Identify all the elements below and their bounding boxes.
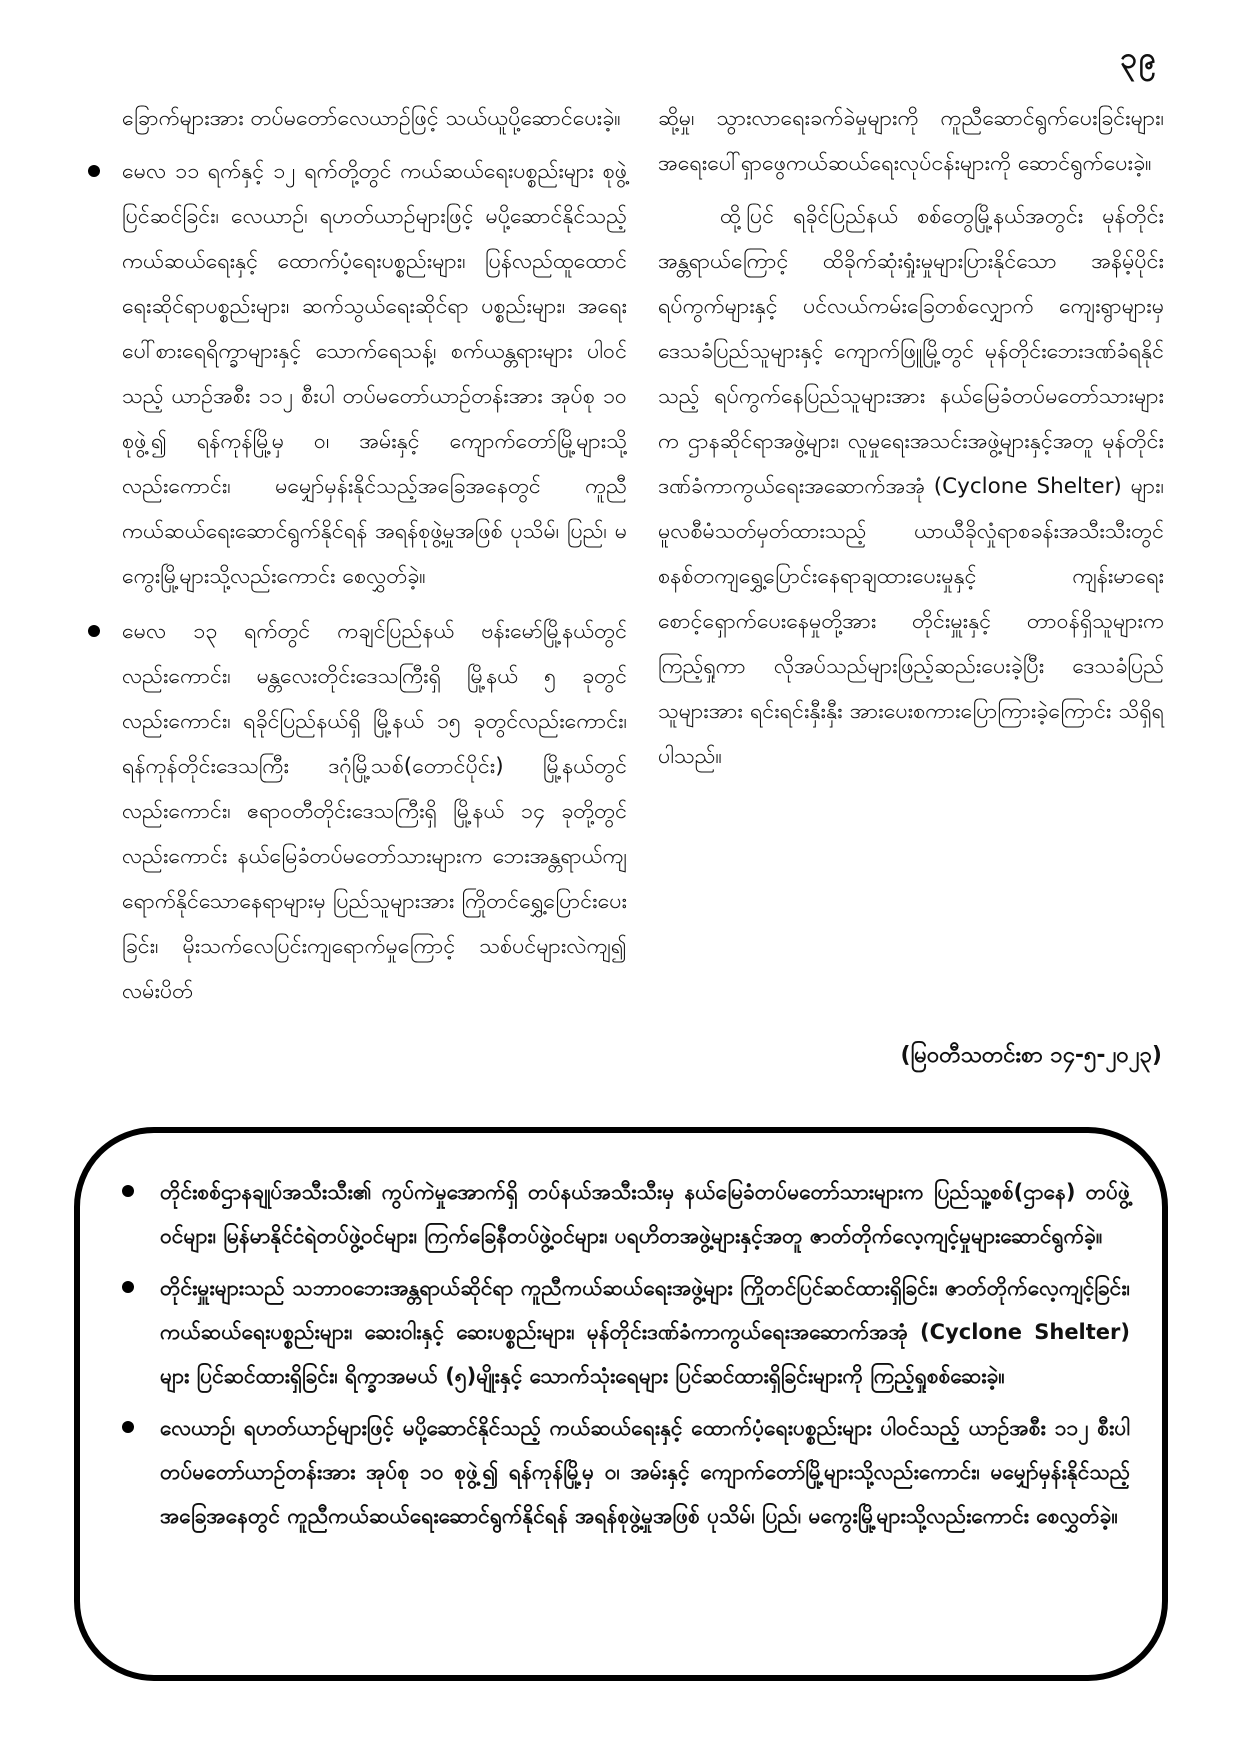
list-item-text: မေလ ၁၁ ရက်နှင့် ၁၂ ရက်တို့တွင် ကယ်ဆယ်ရေးပစ္စည်းများ စုဖွဲ့ပြင်ဆင်ခြင်း၊ လေယာဉ်၊ ရဟတ်ယာဉ်များဖြင့် မပို့ဆောင်နိုင်သည့် ကယ်ဆယ်ရေးနှင့် ထောက်ပံ့ရေးပစ္စည်းများ၊ ပြန်လည်ထူထောင်ရေးဆိုင်ရာပစ္စည်းများ၊ ဆက်သွယ်ရေးဆိုင်ရာ ပစ္စည်းများ၊ အရေးပေါ်စားရေရိက္ခာများနှင့် သောက်ရေသန့်၊ စက်ယန္တရားများ ပါဝင်သည့် ယာဉ်အစီး ၁၁၂ စီးပါ တပ်မတော်ယာဉ်တန်းအား အုပ်စု ၁၀ စုဖွဲ့၍ ရန်ကုန်မြို့မှ ဝ၊ အမ်းနှင့် ကျောက်တော်မြို့များသို့လည်းကောင်း၊ မမျှော်မှန်းနိုင်သည့်အခြေအနေတွင် ကူညီကယ်ဆယ်ရေးဆောင်ရွက်နိုင်ရန် အရန်စုဖွဲ့မှုအဖြစ် ပုသိမ်၊ ပြည်၊ မကွေးမြို့များသို့လည်းကောင်း စေလွှတ်ခဲ့။ — [122, 159, 627, 589]
list-item — [160, 1170, 1130, 1258]
right-continuation-paragraph: ဆို့မှု၊ သွားလာရေးခက်ခဲမှုများကို ကူညီဆောင်ရွက်ပေးခြင်းများ၊ အရေးပေါ်ရှာဖွေကယ်ဆယ်ရေးလုပ်ငန်းများကို ဆောင်ရွက်ပေးခဲ့။ — [658, 106, 1164, 176]
list-item — [122, 149, 627, 599]
list-item — [122, 609, 627, 1014]
left-intro-paragraph: ခြောက်များအား တပ်မတော်လေယာဉ်ဖြင့် သယ်ယူပို့ဆောင်ပေးခဲ့။ — [122, 106, 621, 131]
list-item-text: တိုင်းစစ်ဌာနချုပ်အသီးသီး၏ ကွပ်ကဲမှုအောက်ရှိ တပ်နယ်အသီးသီးမှ နယ်မြေခံတပ်မတော်သားများက ပြည်သူ့စစ်(ဌာနေ) တပ်ဖွဲ့ဝင်များ၊ မြန်မာနိုင်ငံရဲတပ်ဖွဲ့ဝင်များ၊ ကြက်ခြေနီတပ်ဖွဲ့ဝင်များ၊ ပရဟိတအဖွဲ့များနှင့်အတူ ဇာတ်တိုက်လေ့ကျင့်မှုများဆောင်ရွက်ခဲ့။ — [160, 1180, 1130, 1248]
list-item-text: တိုင်းမှူးများသည် သဘာဝဘေးအန္တရာယ်ဆိုင်ရာ ကူညီကယ်ဆယ်ရေးအဖွဲ့များ ကြိုတင်ပြင်ဆင်ထားရှိခြင်း၊ ဇာတ်တိုက်လေ့ကျင့်ခြင်း၊ ကယ်ဆယ်ရေးပစ္စည်းများ၊ ဆေးဝါးနှင့် ဆေးပစ္စည်းများ၊ မုန်တိုင်းဒဏ်ခံကာကွယ်ရေးအဆောက်အအုံ (Cyclone Shelter) များ ပြင်ဆင်ထားရှိခြင်း၊ ရိက္ခာအမယ် (၅)မျိုးနှင့် သောက်သုံးရေများ ပြင်ဆင်ထားရှိခြင်းများကို ကြည့်ရှုစစ်ဆေးခဲ့။ — [160, 1276, 1130, 1388]
summary-box — [74, 1127, 1168, 1681]
bullet-icon — [122, 1421, 134, 1433]
list-item — [160, 1406, 1130, 1538]
left-bullet-list — [122, 149, 627, 1014]
list-item — [160, 1266, 1130, 1398]
bullet-icon — [122, 1281, 134, 1293]
right-main-paragraph: ထို့ပြင် ရခိုင်ပြည်နယ် စစ်တွေမြို့နယ်အတွင်း မုန်တိုင်းအန္တရာယ်ကြောင့် ထိခိုက်ဆုံးရှုံးမှုများပြားနိုင်သော အနိမ့်ပိုင်းရပ်ကွက်များနှင့် ပင်လယ်ကမ်းခြေတစ်လျှောက် ကျေးရွာများမှ ဒေသခံပြည်သူများနှင့် ကျောက်ဖြူမြို့တွင် မုန်တိုင်းဘေးဒဏ်ခံရနိုင်သည့် ရပ်ကွက်နေပြည်သူများအား နယ်မြေခံတပ်မတော်သားများက ဌာနဆိုင်ရာအဖွဲ့များ၊ လူမှုရေးအသင်းအဖွဲ့များနှင့်အတူ မုန်တိုင်းဒဏ်ခံကာကွယ်ရေးအဆောက်အအုံ (Cyclone Shelter) များ၊ မူလစီမံသတ်မှတ်ထားသည့် ယာယီခိုလှုံရာစခန်းအသီးသီးတွင် စနစ်တကျရွှေ့ပြောင်းနေရာချထားပေးမှုနှင့် ကျန်းမာရေးစောင့်ရှောက်ပေးနေမှုတို့အား တိုင်းမှူးနှင့် တာဝန်ရှိသူများက ကြည့်ရှုကာ လိုအပ်သည်များဖြည့်ဆည်းပေးခဲ့ပြီး ဒေသခံပြည်သူများအား ရင်းရင်းနှီးနှီး အားပေးစကားပြောကြားခဲ့ကြောင်း သိရှိရပါသည်။ — [658, 204, 1164, 769]
bullet-icon — [88, 625, 100, 637]
bullet-icon — [88, 165, 100, 177]
right-column — [658, 96, 1164, 787]
left-column — [122, 96, 627, 1024]
source-citation: (မြဝတီသတင်းစာ ၁၄-၅-၂၀၂၃) — [900, 1043, 1162, 1068]
bullet-icon — [122, 1185, 134, 1197]
summary-bullet-list — [160, 1170, 1130, 1546]
list-item-text: လေယာဉ်၊ ရဟတ်ယာဉ်များဖြင့် မပို့ဆောင်နိုင်သည့် ကယ်ဆယ်ရေးနှင့် ထောက်ပံ့ရေးပစ္စည်းများ ပါဝင်သည့် ယာဉ်အစီး ၁၁၂ စီးပါ တပ်မတော်ယာဉ်တန်းအား အုပ်စု ၁၀ စုဖွဲ့၍ ရန်ကုန်မြို့မှ ဝ၊ အမ်းနှင့် ကျောက်တော်မြို့များသို့လည်းကောင်း၊ မမျှော်မှန်းနိုင်သည့်အခြေအနေတွင် ကူညီကယ်ဆယ်ရေးဆောင်ရွက်နိုင်ရန် အရန်စုဖွဲ့မှုအဖြစ် ပုသိမ်၊ ပြည်၊ မကွေးမြို့များသို့လည်းကောင်း စေလွှတ်ခဲ့။ — [160, 1416, 1130, 1528]
list-item-text: မေလ ၁၃ ရက်တွင် ကချင်ပြည်နယ် ဗန်းမော်မြို့နယ်တွင်လည်းကောင်း၊ မန္တလေးတိုင်းဒေသကြီးရှိ မြို့နယ် ၅ ခုတွင်လည်းကောင်း၊ ရခိုင်ပြည်နယ်ရှိ မြို့နယ် ၁၅ ခုတွင်လည်းကောင်း၊ ရန်ကုန်တိုင်းဒေသကြီး ဒဂုံမြို့သစ်(တောင်ပိုင်း) မြို့နယ်တွင်လည်းကောင်း၊ ဧရာဝတီတိုင်းဒေသကြီးရှိ မြို့နယ် ၁၄ ခုတို့တွင်လည်းကောင်း နယ်မြေခံတပ်မတော်သားများက ဘေးအန္တရာယ်ကျရောက်နိုင်သောနေရာများမှ ပြည်သူများအား ကြိုတင်ရွှေ့ပြောင်းပေးခြင်း၊ မိုးသက်လေပြင်းကျရောက်မှုကြောင့် သစ်ပင်များလဲကျ၍ လမ်းပိတ် — [122, 619, 627, 1004]
page-number: ၃၉ — [1120, 41, 1158, 76]
